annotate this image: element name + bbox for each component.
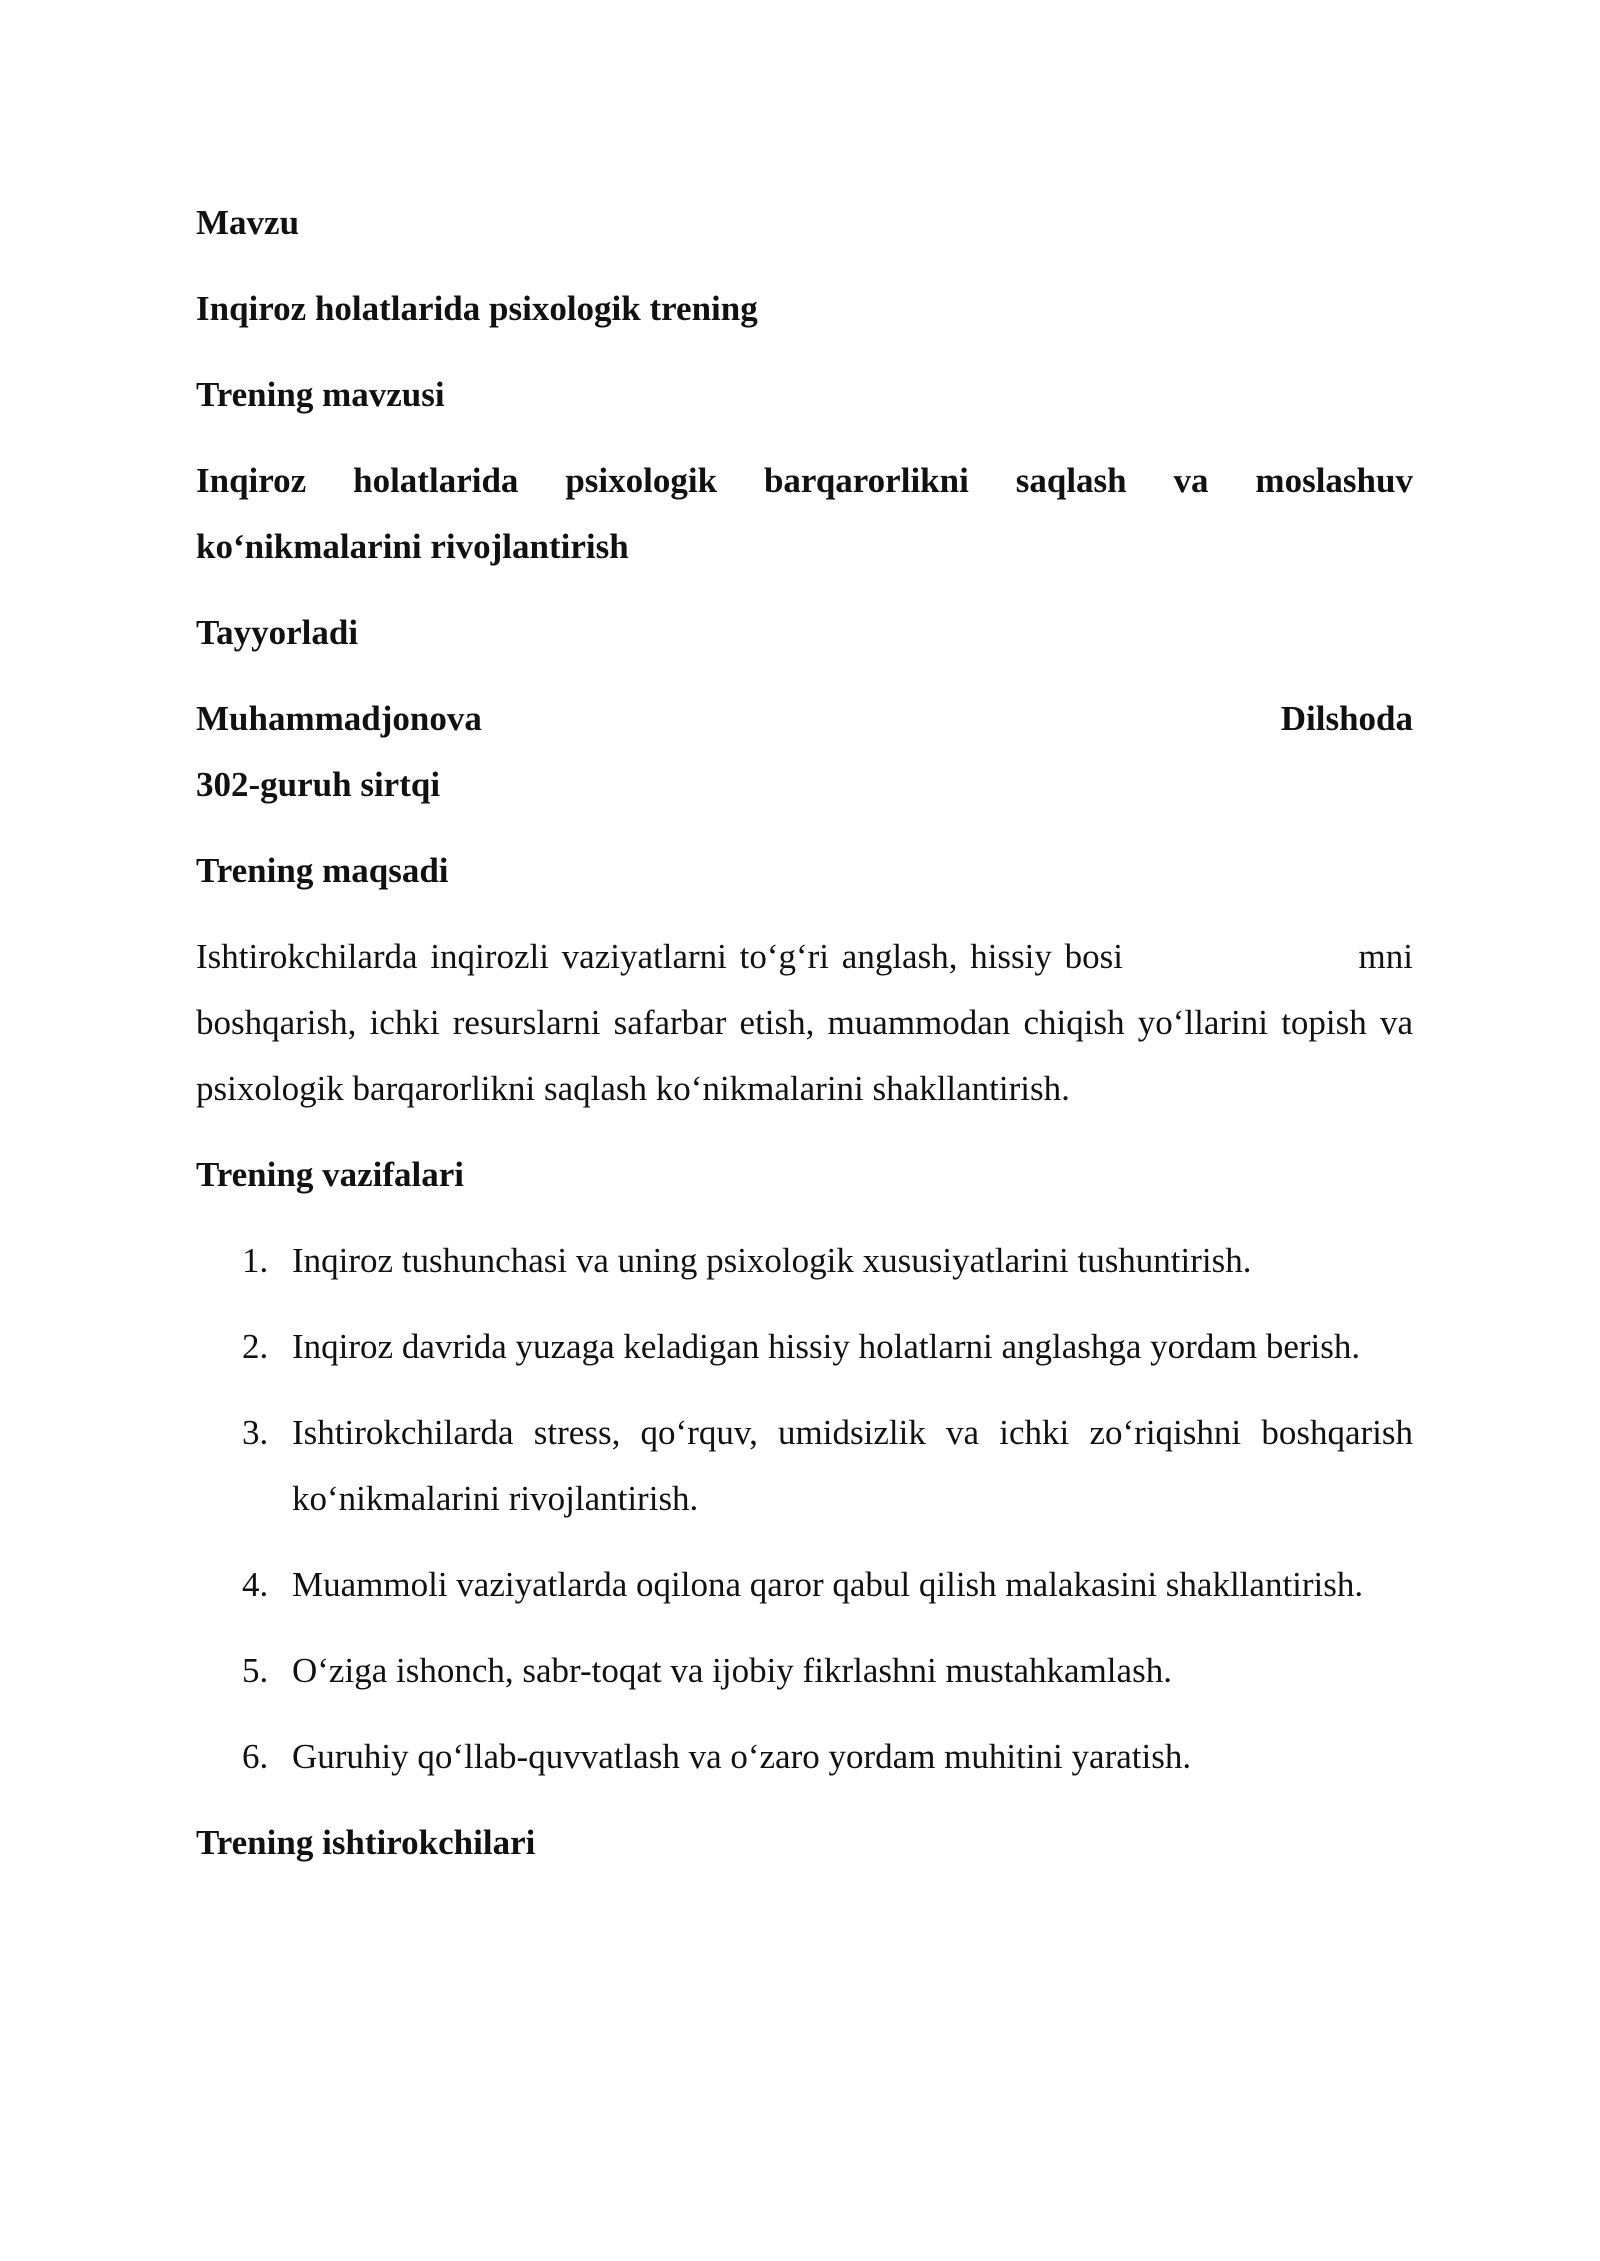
list-item bbox=[196, 1724, 1413, 1790]
list-item-number: 2. bbox=[242, 1327, 269, 1366]
list-item-text: Guruhiy qo‘llab-quvvatlash va o‘zaro yordam muhitini yaratish. bbox=[292, 1737, 1192, 1776]
trening-mavzusi-text: Inqiroz holatlarida psixologik barqarorlikni saqlash va moslashuv ko‘nikmalarini rivojlantirish bbox=[196, 461, 1413, 566]
maqsad-rest: boshqarish, ichki resurslarni safarbar etish, muammodan chiqish yo‘llarini topish va psixologik barqarorlikni saqlash ko‘nikmalarini shakllantirish. bbox=[196, 1003, 1413, 1108]
vazifalar-list bbox=[196, 1228, 1413, 1790]
list-item-number: 4. bbox=[242, 1565, 269, 1604]
topic-title: Inqiroz holatlarida psixologik trening bbox=[196, 289, 758, 328]
label-trening-maqsadi: Trening maqsadi bbox=[196, 851, 449, 890]
author-name: Dilshoda bbox=[1280, 699, 1413, 738]
list-item-number: 3. bbox=[242, 1413, 269, 1452]
list-item bbox=[196, 1228, 1413, 1294]
label-tayyorladi: Tayyorladi bbox=[196, 613, 359, 652]
group-label: 302-guruh sirtqi bbox=[196, 765, 441, 804]
list-item-number: 5. bbox=[242, 1651, 269, 1690]
list-item-text: Ishtirokchilarda stress, qo‘rquv, umidsizlik va ichki zo‘riqishni boshqarish ko‘nikmalarini rivojlantirish. bbox=[292, 1413, 1413, 1518]
list-item-number: 6. bbox=[242, 1737, 269, 1776]
maqsad-start: Ishtirokchilarda inqirozli vaziyatlarni to‘g‘ri anglash, hissiy bosi bbox=[196, 937, 1123, 976]
list-item-text: Inqiroz tushunchasi va uning psixologik xususiyatlarini tushuntirish. bbox=[292, 1241, 1252, 1280]
list-item-text: O‘ziga ishonch, sabr-toqat va ijobiy fikrlashni mustahkamlash. bbox=[292, 1651, 1172, 1690]
label-trening-vazifalari: Trening vazifalari bbox=[196, 1155, 464, 1194]
author-surname: Muhammadjonova bbox=[196, 699, 482, 738]
list-item bbox=[196, 1552, 1413, 1618]
list-item-text: Muammoli vaziyatlarda oqilona qaror qabul qilish malakasini shakllantirish. bbox=[292, 1565, 1364, 1604]
list-item-number: 1. bbox=[242, 1241, 269, 1280]
label-mavzu: Mavzu bbox=[196, 203, 300, 242]
maqsad-mid: mni bbox=[1358, 937, 1413, 976]
list-item bbox=[196, 1638, 1413, 1704]
maqsad-first-line bbox=[196, 924, 1413, 990]
label-trening-ishtirokchilari: Trening ishtirokchilari bbox=[196, 1823, 536, 1862]
document-page bbox=[196, 190, 1413, 1876]
maqsad-paragraph bbox=[196, 924, 1413, 1122]
author-row bbox=[196, 686, 1413, 752]
label-trening-mavzusi: Trening mavzusi bbox=[196, 375, 445, 414]
list-item-text: Inqiroz davrida yuzaga keladigan hissiy holatlarni anglashga yordam berish. bbox=[292, 1327, 1361, 1366]
list-item bbox=[196, 1400, 1413, 1532]
list-item bbox=[196, 1314, 1413, 1380]
